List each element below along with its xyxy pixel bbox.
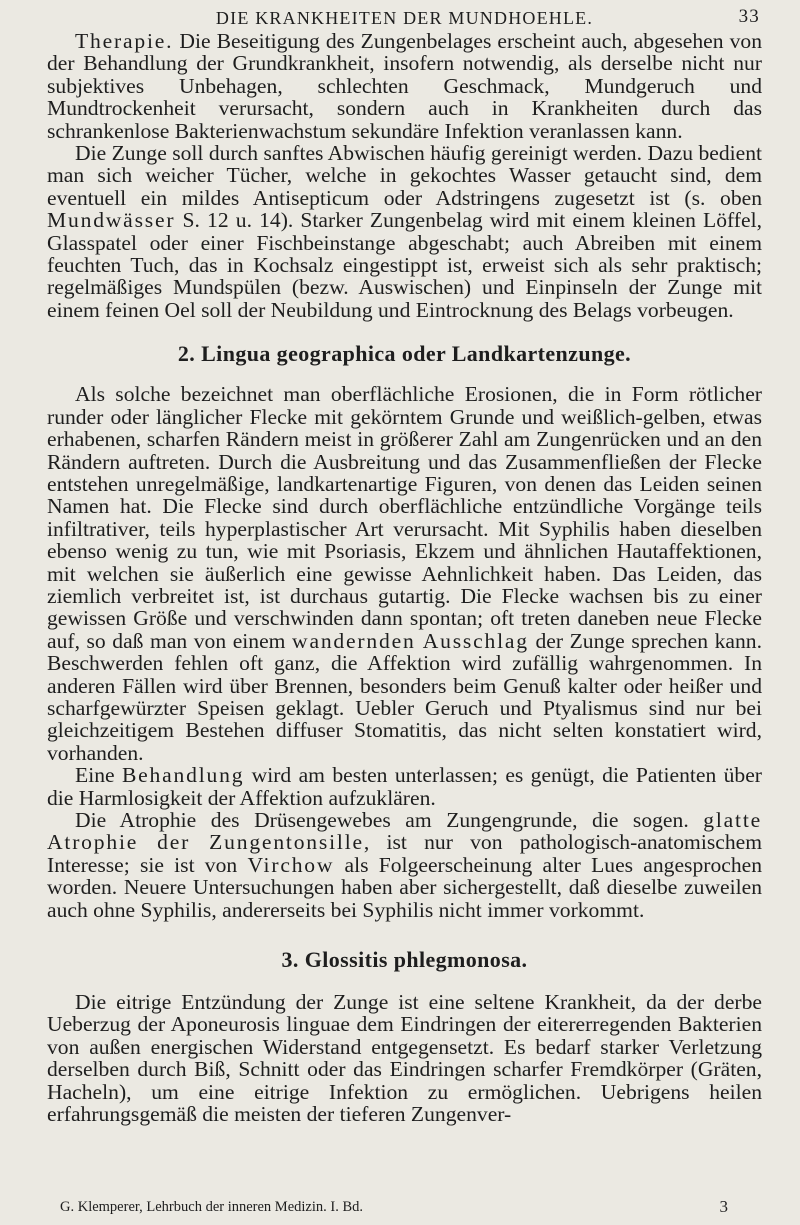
geographica-text-3b: , ist nur von pathologisch-anatomischem Interesse; sie ist von [47,830,762,877]
page-header [47,0,762,30]
therapy-text-2a: Die Zunge soll durch sanftes Abwischen häufig gereinigt werden. Dazu bedient man sich weicher Tücher, welche in gekochtes Wasser getaucht sind, dem eventuell ein mildes Antisepticum oder Adstringens zugesetzt ist (s. oben [47,141,762,210]
geographica-spaced-atrophie: glatte Atrophie der Zungentonsille [47,808,762,855]
therapy-text-2b: S. 12 u. 14). Starker Zungenbelag wird mit einem kleinen Löffel, Glasspatel oder einer Fischbeinstange abgeschabt; auch Abreiben mit einem feuchten Tuch, das in Kochsalz eingestippt ist, erweist sich als sehr praktisch; regelmäßiges Mundspülen (bezw. Auswischen) und Einpinseln der Zunge mit einem feinen Oel soll der Neubildung und Eintrocknung des Belags vorbeugen. [47,208,762,322]
page-number: 33 [738,6,760,27]
section-heading-3: 3. Glossitis phlegmonosa. [281,947,528,973]
geographica-text-1a: Als solche bezeichnet man oberflächliche Erosionen, die in Form rötlicher runder oder länglicher Flecke mit gekörntem Grunde und weißlich-gelben, etwas erhabenen, scharfen Rändern meist in größerer Zahl am Zungenrücken und an den Rändern auftreten. Durch die Ausbreitung und das Zusammenfließen der Flecke entstehen unregelmäßige, landkartenartige Figuren, von denen das Leiden seinen Namen hat. Die Flecke sind durch oberflächliche entzündliche Vorgänge teils infiltrativer, teils hyperplastischer Art verursacht. Mit Syphilis haben dieselben ebenso wenig zu tun, wie mit Psoriasis, Ekzem und ähnlichen Hautaffektionen, mit welchen sie äußerlich eine gewisse Aehnlichkeit haben. Das Leiden, das ziemlich verbreitet ist, ist durchaus gutartig. Die Flecke wachsen bis zu einer gewissen Größe und verschwinden dann spontan; oft treten daneben neue Flecke auf, so daß man von einem [47,382,762,653]
geographica-paragraph-2 [47,764,762,809]
geographica-spaced-term: wandernden Ausschlag [292,628,529,653]
geographica-text-2a: Eine [75,763,122,788]
section-therapy [47,30,762,321]
section-lingua-geographica [47,341,762,921]
geographica-spaced-behandlung: Behandlung [121,763,245,788]
geographica-spaced-virchow: Virchow [247,852,335,877]
geographica-text-3a: Die Atrophie des Drüsengewebes am Zungengrunde, die sogen. [75,808,704,832]
therapy-paragraph-2 [47,142,762,321]
signature-mark: 3 [719,1197,728,1216]
glossitis-paragraph-1: Die eitrige Entzündung der Zunge ist eine seltene Krankheit, da der derbe Ueberzug der Aponeurosis linguae dem Eindringen der eitererregenden Bakterien von außen energischen Widerstand entgegensetzt. Es bedarf starker Verletzung derselben durch Biß, Schnitt oder das Eindringen scharfer Fremdkörper (Gräten, Hacheln), um eine eitrige Infektion zu ermöglichen. Uebrigens heilen erfahrungsgemäß die meisten der tieferen Zungenver- [47,990,762,1127]
geographica-text-2b: wird am besten unterlassen; es genügt, die Patienten über die Harmlosigkeit der Affektion aufzuklären. [47,763,762,810]
therapy-spaced-term: Mundwässer [47,208,176,233]
geographica-paragraph-1 [47,383,762,764]
geographica-paragraph-3 [47,809,762,921]
geographica-text-3c: als Folgeerscheinung alter Lues angesprochen worden. Neuere Untersuchungen haben aber sichergestellt, daß dieselbe zuweilen auch ohne Syphilis, andererseits bei Syphilis nicht immer vorkommt. [47,852,762,922]
geographica-text-1b: der Zunge sprechen kann. Beschwerden fehlen oft ganz, die Affektion wird zufällig wahrgenommen. In anderen Fällen wird über Brennen, besonders beim Genuß kalter oder heißer und scharfgewürzter Speisen geklagt. Uebler Geruch und Ptyalismus sind nur bei gleichzeitigem Bestehen diffuser Stomatitis, das nicht selten konstatiert wird, vorhanden. [47,628,762,765]
running-title: DIE KRANKHEITEN DER MUNDHOEHLE. [215,8,594,28]
therapy-lead: Therapie. [75,29,174,53]
section-heading-2: 2. Lingua geographica oder Landkartenzunge. [177,341,632,367]
therapy-paragraph-1 [47,30,762,142]
footer-credit: G. Klemperer, Lehrbuch der inneren Medizin. I. Bd. [60,1199,364,1215]
therapy-text-1: Die Beseitigung des Zungenbelages erscheint auch, abgesehen von der Behandlung der Grundkrankheit, insofern notwendig, als derselbe nicht nur subjektives Unbehagen, schlechten Geschmack, Mundgeruch und Mundtrockenheit verursacht, sondern auch in Krankheiten durch das schrankenlose Bakterienwachstum sekundäre Infektion veranlassen kann. [47,29,763,143]
section-glossitis [47,947,762,1125]
